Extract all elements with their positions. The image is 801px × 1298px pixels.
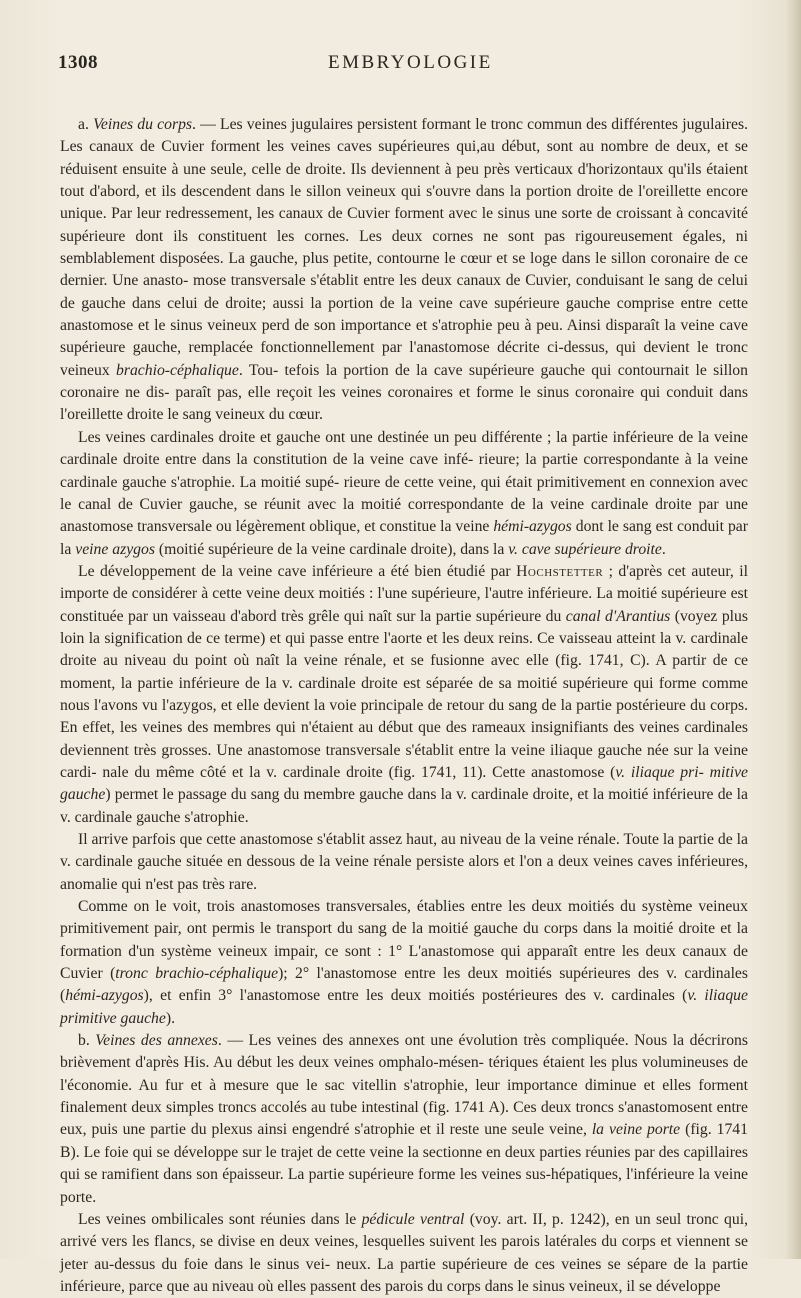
italic-term: v. iliaque primitive gauche bbox=[60, 987, 748, 1027]
text-run: ) permet le passage du sang du membre gauche dans la v. cardinale droite, et la moitié inférieure de la v. cardinale gauche s'atrophie. bbox=[60, 786, 748, 826]
italic-term: Veines des annexes bbox=[95, 1032, 218, 1050]
text-run: (voy. art. II, p. 1242), en un seul tronc qui, arrivé vers les flancs, se divise en deux veines, lesquelles suivent les parois latérales du corps et viennent se jeter au-dessus du foie dans le sinus vei- neux. La partie supérieure de ces veines se sépare de la partie inférieure, parce que au niveau où elles passent des parois du corps dans le sinus veineux, il se développe bbox=[60, 1210, 748, 1295]
text-run: Comme on le voit, trois anastomoses transversales, établies entre les deux moitiés du système veineux primitivement pair, ont permis le transport du sang de la moitié gauche du corps dans la moitié droite et la formation d'un système veineux impair, ce sont : 1° L'anastomose qui apparaît entre les deux canaux de Cuvier ( bbox=[60, 898, 748, 983]
italic-term: canal d'Arantius bbox=[565, 607, 671, 625]
text-run: (fig. 1741 B). Le foie qui se développe sur le trajet de cette veine la sectionne en deux parties réunies par des capillaires qui se ramifient dans son épaisseur. La partie supérieure forme les veines sus-hépatiques, l'inférieure la veine porte. bbox=[60, 1121, 748, 1206]
paragraph bbox=[60, 561, 748, 829]
paragraph bbox=[60, 896, 748, 1030]
italic-term: brachio-céphalique bbox=[116, 361, 239, 379]
italic-term: Veines du corps bbox=[93, 116, 193, 133]
text-run: (voyez plus loin la signification de ce terme) et qui passe entre l'aorte et les deux reins. Ce vaisseau atteint la v. cardinale droite au niveau du point où naît la veine rénale, et se fusionne avec elle (fig. 1741, C). A partir de ce moment, la partie inférieure de la v. cardinale droite est séparée de sa moitié supérieure qui forme comme nous l'avons vu l'azygos, et elle devient la voie principale de retour du sang de la partie postérieure du corps. En effet, les veines des membres qui n'étaient au début que des rameaux insignifiants des veines cardinales deviennent très grosses. Une anastomose transversale s'établit entre la veine iliaque gauche née sur la veine cardi- nale du même côté et la v. cardinale droite (fig. 1741, 11). Cette anastomose ( bbox=[60, 607, 748, 781]
paragraph bbox=[60, 1030, 748, 1209]
text-run: . — Les veines des annexes ont une évolution très compliquée. Nous la décrirons brièvement d'après His. Au début les deux veines omphalo-mésen- tériques étaient les plus volumineuses de l'économie. Au fur et à mesure que le sac vitellin s'atrophie, leur importance diminue et elles forment finalement deux simples troncs accolés au tube intestinal (fig. 1741 A). Ces deux troncs s'anastomosent entre eux, puis une partie du plexus ainsi engendré s'atrophie et il reste une seule veine, bbox=[60, 1032, 749, 1139]
text-run: ); 2° l'anastomose entre les deux moitiés supérieures des v. cardinales ( bbox=[60, 965, 749, 1005]
paragraph bbox=[60, 1209, 748, 1298]
italic-term: hémi-azygos bbox=[493, 518, 572, 536]
body-text bbox=[60, 114, 748, 1298]
italic-term: la veine porte bbox=[591, 1121, 681, 1139]
page-edge-shadow bbox=[785, 0, 801, 1259]
italic-term: pédicule ventral bbox=[361, 1210, 465, 1228]
text-run: ; d'après cet auteur, il importe de considérer à cette veine deux moitiés : l'une supérieure, l'autre inférieure. La moitié supérieure est constituée par un vaisseau d'abord très grêle qui naît sur la partie supérieure du bbox=[60, 562, 749, 625]
text-run: dont le sang est conduit par la bbox=[60, 518, 748, 558]
italic-term: veine azygos bbox=[75, 540, 155, 558]
paragraph bbox=[60, 427, 748, 561]
author-name: Hochstetter bbox=[516, 562, 604, 580]
text-run: Le développement de la veine cave inférieure a été bien étudié par bbox=[78, 562, 517, 580]
text-run: a. bbox=[78, 116, 94, 133]
text-run: Les veines cardinales droite et gauche ont une destinée un peu différente ; la partie inférieure de la veine cardinale droite entre dans la constitution de la veine cave infé- rieure; la partie correspondante à la veine cardinale gauche s'atrophie. La moitié supé- rieure de cette veine, qui était primitivement en connexion avec le canal de Cuvier gauche, se réunit avec la moitié correspondante de la veine cardinale droite par une anastomose transversale ou légèrement oblique, et constitue la veine bbox=[60, 428, 748, 536]
text-run: (moitié supérieure de la veine cardinale droite), dans la bbox=[154, 540, 509, 558]
text-run: . — Les veines jugulaires persistent formant le tronc commun des différentes jugulaires. Les canaux de Cuvier forment les veines caves supérieures qui,au début, sont au nombre de deux, et se réduisent ensuite à une seule, celle de droite. Ils deviennent à peu près verticaux d'horizontaux qu'ils étaient tout d'abord, et ils descendent dans le sillon veineux qui s'ouvre dans la portion droite de l'oreillette encore unique. Par leur redressement, les canaux de Cuvier forment avec le sinus une sorte de croissant à concavité supérieure dont ils constituent les cornes. Les deux cornes ne sont pas rigoureusement égales, ni semblablement disposées. La gauche, plus petite, contourne le cœur et se loge dans le sillon coronaire de ce dernier. Une anasto- mose transversale s'établit entre les deux canaux de Cuvier, conduisant le sang de celui de gauche dans celui de droite; aussi la portion de la veine cave supérieure gauche comprise entre cette anastomose et le sinus veineux perd de son importance et s'atrophie peu à peu. Ainsi disparaît la veine cave supérieure gauche, remplacée fonctionnellement par l'anastomose décrite ci-dessus, qui devient le tronc veineux bbox=[60, 116, 748, 379]
running-title: EMBRYOLOGIE bbox=[328, 52, 493, 73]
text-run: Il arrive parfois que cette anastomose s'établit assez haut, au niveau de la veine rénale. Toute la partie de la v. cardinale gauche située en dessous de la veine rénale persiste alors et l'on a deux veines caves inférieures, anomalie qui n'est pas très rare. bbox=[60, 831, 748, 893]
italic-term: v. cave supérieure droite bbox=[508, 540, 662, 558]
text-run: b. bbox=[78, 1032, 96, 1050]
text-run: ). bbox=[165, 1009, 176, 1027]
text-run: . Tou- tefois la portion de la cave supérieure gauche qui contournait le sillon coronaire ne dis- paraît pas, elle reçoit les veines coronaires et forme le sinus coronaire qui conduit dans l'oreillette droite le sang veineux du cœur. bbox=[60, 361, 748, 424]
text-run: Les veines ombilicales sont réunies dans le bbox=[78, 1210, 362, 1228]
text-run: ), et enfin 3° l'anastomose entre les deux moitiés postérieures des v. cardinales ( bbox=[143, 987, 688, 1005]
page-header bbox=[58, 52, 748, 76]
paragraph bbox=[60, 829, 748, 896]
paragraph bbox=[60, 114, 748, 427]
italic-term: tronc brachio-céphalique bbox=[115, 965, 279, 983]
italic-term: hémi-azygos bbox=[65, 987, 144, 1005]
italic-term: v. iliaque pri- mitive gauche bbox=[60, 763, 748, 804]
text-run: . bbox=[661, 540, 666, 558]
page-number: 1308 bbox=[58, 52, 98, 73]
